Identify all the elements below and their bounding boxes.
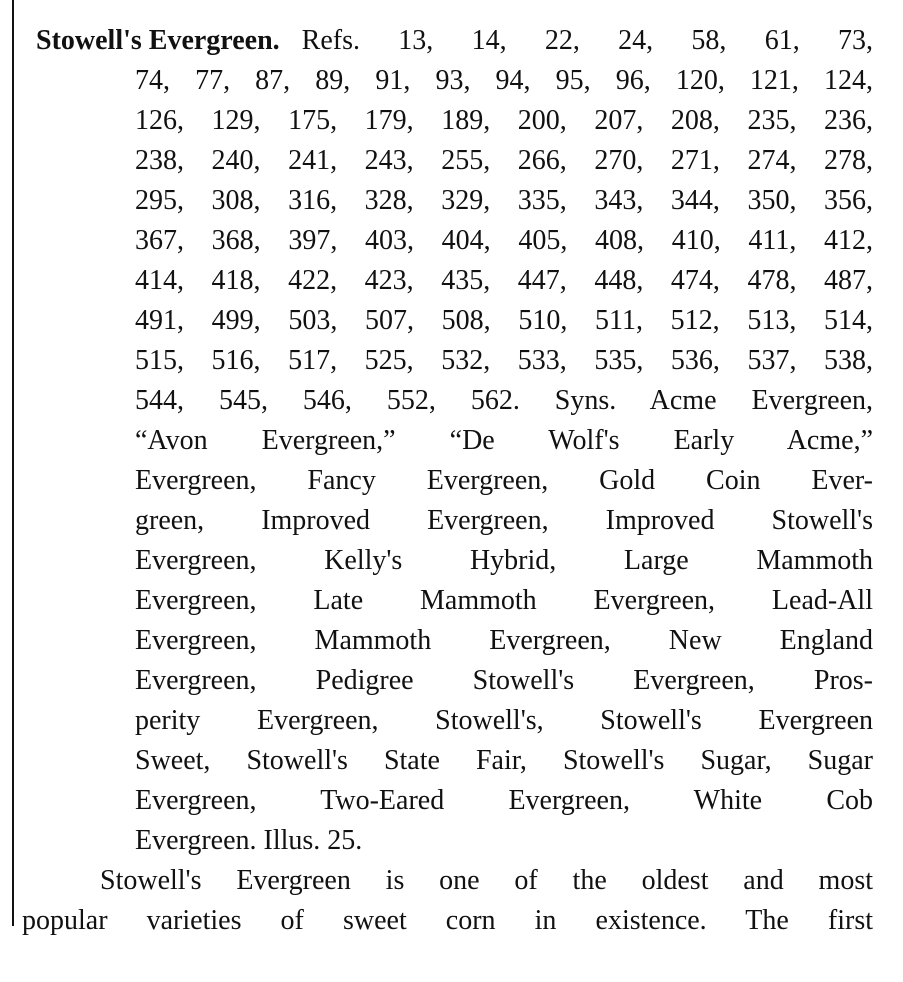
entry-line: green, Improved Evergreen, Improved Stowell's (135, 505, 873, 536)
entry-line: Evergreen, Fancy Evergreen, Gold Coin Ever- (135, 465, 873, 496)
entry-title: Stowell's Evergreen. (36, 25, 280, 56)
entry-line: 367, 368, 397, 403, 404, 405, 408, 410, 411, 412, (135, 225, 873, 256)
entry-line: 295, 308, 316, 328, 329, 335, 343, 344, 350, 356, (135, 185, 873, 216)
entry-line: Evergreen, Mammoth Evergreen, New England (135, 625, 873, 656)
entry-line: Sweet, Stowell's State Fair, Stowell's Sugar, Sugar (135, 745, 873, 776)
entry-line: Evergreen, Late Mammoth Evergreen, Lead-All (135, 585, 873, 616)
entry-refs-start: Refs. 13, 14, 22, 24, 58, 61, 73, (301, 25, 873, 56)
entry-line: 414, 418, 422, 423, 435, 447, 448, 474, 478, 487, (135, 265, 873, 296)
entry-line: 74, 77, 87, 89, 91, 93, 94, 95, 96, 120, 121, 124, (135, 65, 873, 96)
entry-line: 491, 499, 503, 507, 508, 510, 511, 512, 513, 514, (135, 305, 873, 336)
entry-line: 126, 129, 175, 179, 189, 200, 207, 208, 235, 236, (135, 105, 873, 136)
entry-line: Evergreen, Pedigree Stowell's Evergreen, Pros- (135, 665, 873, 696)
entry-line: Evergreen, Kelly's Hybrid, Large Mammoth (135, 545, 873, 576)
entry-line: 515, 516, 517, 525, 532, 533, 535, 536, 537, 538, (135, 345, 873, 376)
entry-line: 544, 545, 546, 552, 562. Syns. Acme Evergreen, (135, 385, 873, 416)
entry-line: “Avon Evergreen,” “De Wolf's Early Acme,” (135, 425, 873, 456)
entry-line: Evergreen, Two-Eared Evergreen, White Cob (135, 785, 873, 816)
entry-line: perity Evergreen, Stowell's, Stowell's Evergreen (135, 705, 873, 736)
paragraph-line: popular varieties of sweet corn in existence. The first (22, 905, 873, 936)
entry-line: Evergreen. Illus. 25. (135, 825, 363, 856)
entry-first-line (36, 24, 873, 58)
paragraph-line: Stowell's Evergreen is one of the oldest and most (100, 865, 873, 896)
entry-line: 238, 240, 241, 243, 255, 266, 270, 271, 274, 278, (135, 145, 873, 176)
